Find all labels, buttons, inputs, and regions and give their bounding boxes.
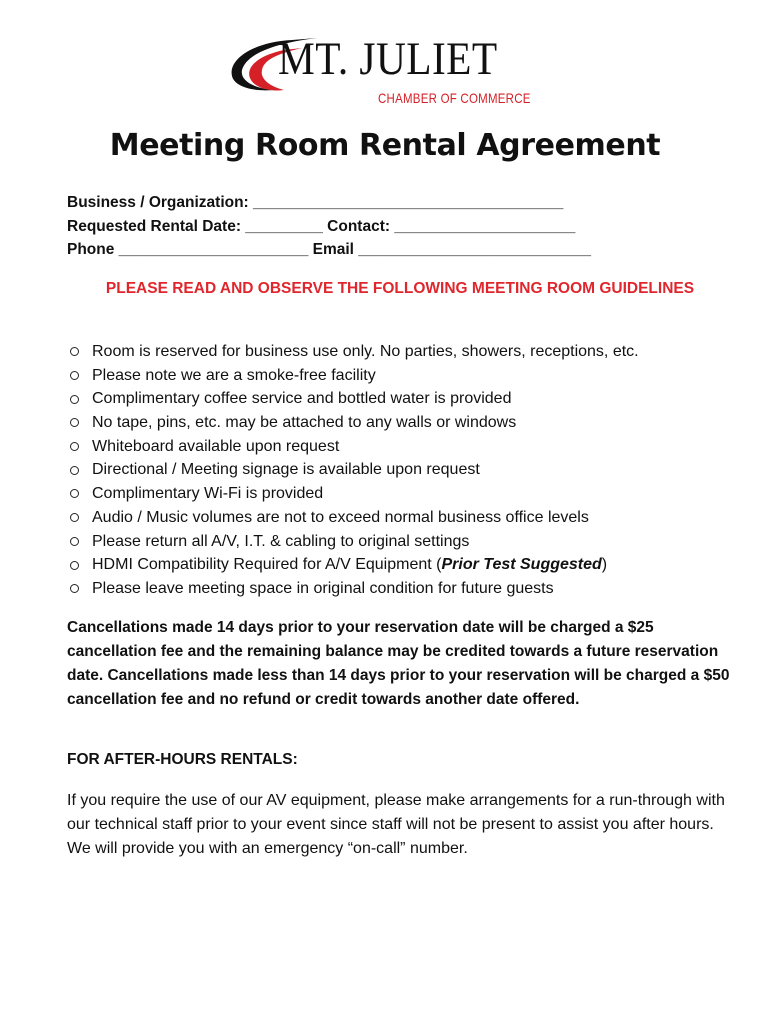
after-hours-heading: FOR AFTER-HOURS RENTALS: xyxy=(67,751,298,768)
bullet-icon xyxy=(70,537,79,546)
list-item: Audio / Music volumes are not to exceed normal business office levels xyxy=(67,506,639,530)
bullet-icon xyxy=(70,371,79,380)
list-item: No tape, pins, etc. may be attached to any walls or windows xyxy=(67,411,639,435)
list-item: Complimentary coffee service and bottled water is provided xyxy=(67,387,639,411)
bullet-icon xyxy=(70,395,79,404)
list-item: Room is reserved for business use only. No parties, showers, receptions, etc. xyxy=(67,340,639,364)
bullet-icon xyxy=(70,584,79,593)
bullet-icon xyxy=(70,561,79,570)
cancellation-policy: Cancellations made 14 days prior to your reservation date will be charged a $25 cancellation fee and the remaining balance may be credited towards a future reservation date. Cancellations made less than 14 days prior to your reservation will be charged a $50 cancellation fee and no refund or credit towards another date offered. xyxy=(67,619,730,708)
phone-email-field[interactable]: Phone ______________________ Email ___________________________ xyxy=(67,241,592,258)
list-item: Please note we are a smoke-free facility xyxy=(67,364,639,388)
list-item: Complimentary Wi-Fi is provided xyxy=(67,482,639,506)
list-item: Please return all A/V, I.T. & cabling to original settings xyxy=(67,530,639,554)
logo-name: MT. JULIET xyxy=(278,33,498,85)
bullet-icon xyxy=(70,513,79,522)
bullet-icon xyxy=(70,347,79,356)
list-item: Please leave meeting space in original condition for future guests xyxy=(67,577,639,601)
rental-date-contact-field[interactable]: Requested Rental Date: _________ Contact: _____________________ xyxy=(67,217,576,235)
bullet-icon xyxy=(70,418,79,427)
guidelines-list xyxy=(67,340,639,601)
after-hours-text: If you require the use of our AV equipment, please make arrangements for a run-through with our technical staff prior to your event since staff will not be present to assist you after hours. We will provide you with an emergency “on-call” number. xyxy=(67,792,725,857)
bullet-icon xyxy=(70,466,79,475)
bullet-icon xyxy=(70,442,79,451)
list-item: HDMI Compatibility Required for A/V Equipment (Prior Test Suggested) xyxy=(67,553,639,577)
guidelines-notice: PLEASE READ AND OBSERVE THE FOLLOWING MEETING ROOM GUIDELINES xyxy=(105,280,695,297)
list-item: Whiteboard available upon request xyxy=(67,435,639,459)
hdmi-emphasis: Prior Test Suggested xyxy=(441,556,602,574)
logo-subtitle: CHAMBER OF COMMERCE xyxy=(378,90,531,106)
business-field[interactable]: Business / Organization: ____________________________________ xyxy=(67,194,564,211)
page-title: Meeting Room Rental Agreement xyxy=(109,128,661,163)
list-item: Directional / Meeting signage is available upon request xyxy=(67,458,639,482)
chamber-logo xyxy=(222,30,552,112)
contact-fields xyxy=(67,191,591,262)
bullet-icon xyxy=(70,489,79,498)
